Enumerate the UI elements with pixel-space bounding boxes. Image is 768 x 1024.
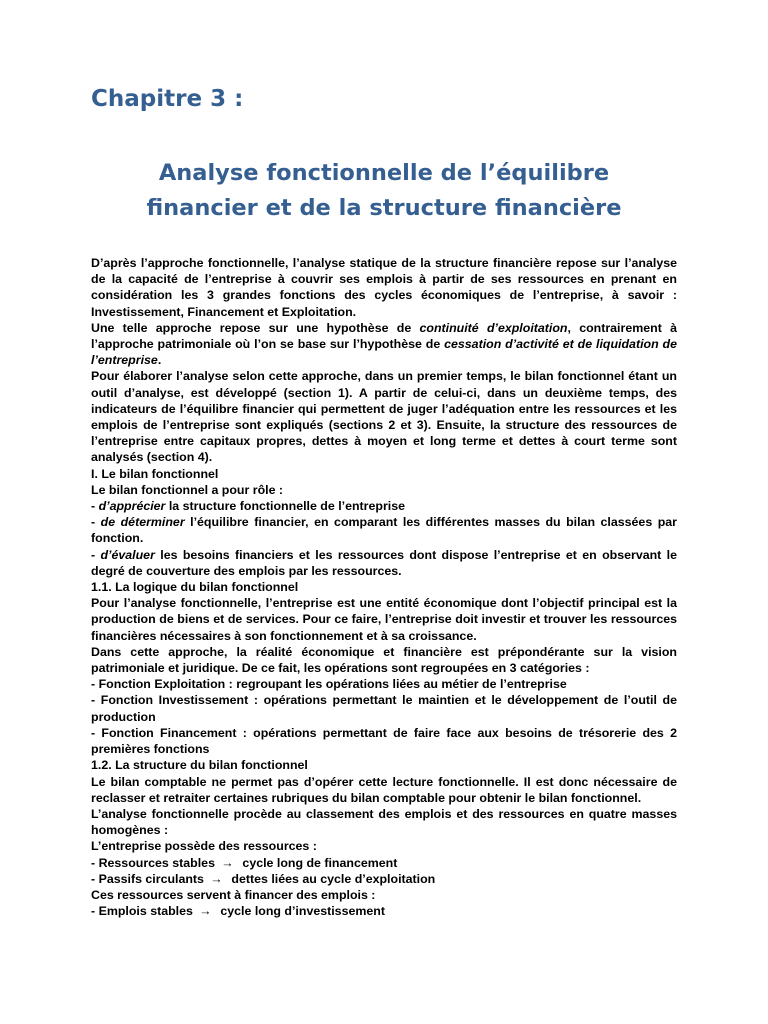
arrow-right-icon: → <box>210 871 223 886</box>
uses-intro: Ces ressources servent à financer des emplois : <box>91 887 376 902</box>
chapter-title <box>91 156 677 226</box>
emphasis-cessation: cessation d’activité et de liquidation de l’entreprise <box>91 337 677 368</box>
role-item-evaluer: - d’évaluer les besoins financiers et les ressources dont dispose l’entreprise et en observant le degré de couverture des emplois par les ressources. <box>91 547 677 578</box>
arrow-right-icon: → <box>199 904 212 919</box>
resources-intro: L’entreprise possède des ressources : <box>91 839 317 854</box>
hypothesis-paragraph: Une telle approche repose sur une hypothèse de continuité d’exploitation, contrairement à l’approche patrimoniale où l’on se base sur l’hypothèse de cessation d’activité et de liquidation de l’entreprise. <box>91 320 677 368</box>
role-intro: Le bilan fonctionnel a pour rôle : <box>91 482 284 497</box>
emphasis-continuite: continuité d’exploitation <box>419 320 568 335</box>
use-item-stables: - Emplois stables → cycle long d’investissement <box>91 904 385 919</box>
chapter-label: Chapitre 3 : <box>91 86 244 112</box>
plan-paragraph: Pour élaborer l’analyse selon cette approche, dans un premier temps, le bilan fonctionnel étant un outil d’analyse, est développé (section 1). A partir de celui-ci, dans un deuxième temps, des indicateurs de l’équilibre financier qui permettent de juger l’adéquation entre les ressources et les emplois de l’entreprise sont expliqués (sections 2 et 3). Ensuite, la structure des ressources de l’entreprise entre capitaux propres, dettes à moyen et long terme et dettes à court terme sont analysés (section 4). <box>91 369 677 465</box>
resource-item-circulants: - Passifs circulants → dettes liées au cycle d’exploitation <box>91 871 436 886</box>
chapter-title-line-1: Analyse fonctionnelle de l’équilibre <box>158 160 610 186</box>
document-body <box>91 255 677 919</box>
function-financement: - Fonction Financement : opérations permettant de faire face aux besoins de trésorerie des 2 premières fonctions <box>91 725 677 757</box>
heading-section-1: I. Le bilan fonctionnel <box>91 466 219 481</box>
heading-1-2: 1.2. La structure du bilan fonctionnel <box>91 758 308 773</box>
approach-paragraph: Dans cette approche, la réalité économique et financière est prépondérante sur la vision patrimoniale et juridique. De ce fait, les opérations sont regroupées en 3 catégories : <box>91 644 677 676</box>
intro-paragraph: D’après l’approche fonctionnelle, l’analyse statique de la structure financière repose sur l’analyse de la capacité de l’entreprise à couvrir ses emplois à partir de ses ressources en prenant en considération les 3 grandes fonctions des cycles économiques de l’entreprise, à savoir : Investissement, Financement et Exploitation. <box>91 256 677 319</box>
chapter-title-line-2: financier et de la structure financière <box>146 195 622 221</box>
role-item-determiner: - de déterminer l’équilibre financier, en comparant les différentes masses du bilan classées par fonction. <box>91 515 677 546</box>
function-exploitation: - Fonction Exploitation : regroupant les opérations liées au métier de l’entreprise <box>91 677 567 692</box>
arrow-right-icon: → <box>221 855 234 870</box>
logic-paragraph: Pour l’analyse fonctionnelle, l’entreprise est une entité économique dont l’objectif principal est la production de biens et de services. Pour ce faire, l’entreprise doit investir et trouver les ressources financières nécessaires à son fonctionnement et à sa croissance. <box>91 596 677 643</box>
structure-paragraph: Le bilan comptable ne permet pas d’opérer cette lecture fonctionnelle. Il est donc nécessaire de reclasser et retraiter certaines rubriques du bilan comptable pour obtenir le bilan fonctionnel. <box>91 774 677 805</box>
heading-1-1: 1.1. La logique du bilan fonctionnel <box>91 580 299 595</box>
role-item-apprecier: - d’apprécier la structure fonctionnelle de l’entreprise <box>91 499 405 514</box>
masses-paragraph: L’analyse fonctionnelle procède au classement des emplois et des ressources en quatre masses homogènes : <box>91 806 677 838</box>
function-investissement: - Fonction Investissement : opérations permettant le maintien et le développement de l’outil de production <box>91 693 677 724</box>
resource-item-stables: - Ressources stables → cycle long de financement <box>91 855 398 870</box>
